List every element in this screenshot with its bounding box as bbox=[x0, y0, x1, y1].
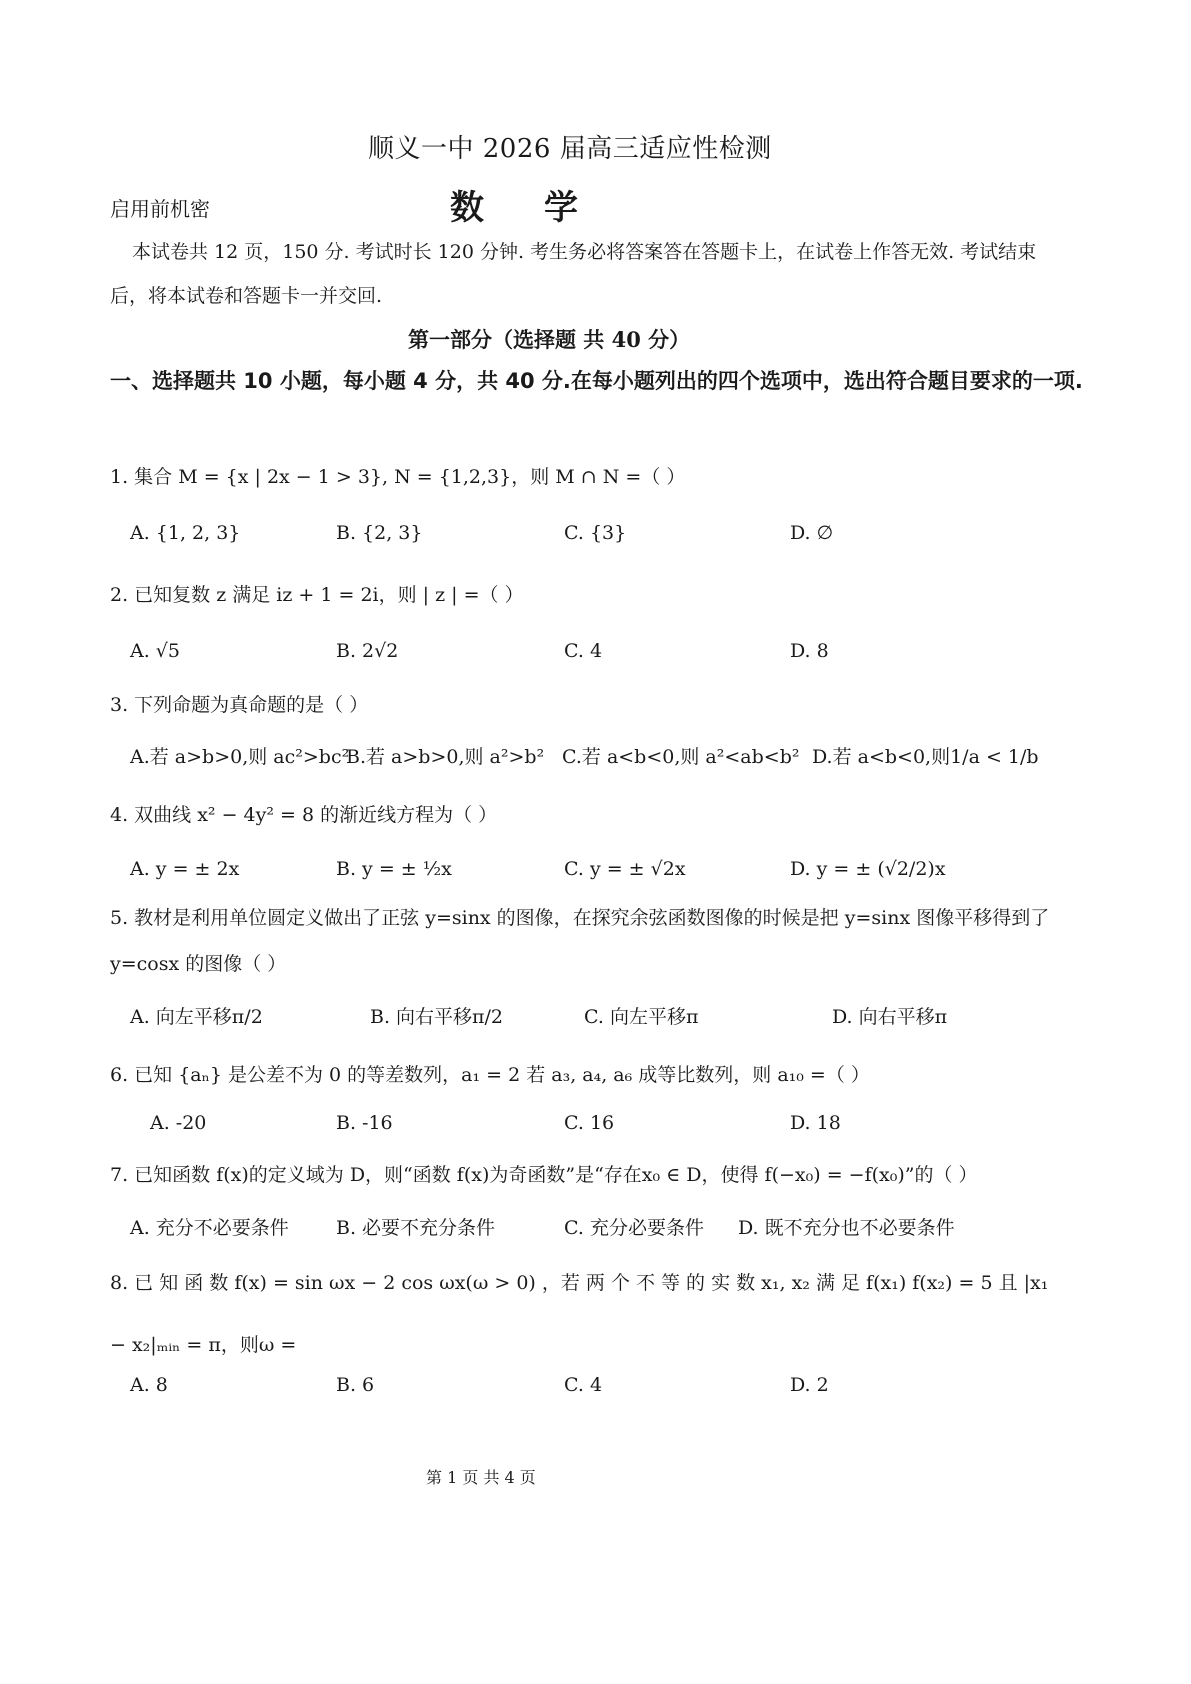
question-1-option-a: A. {1, 2, 3} bbox=[130, 522, 241, 544]
question-2-option-a: A. √5 bbox=[130, 640, 180, 662]
section-instruction: 一、选择题共 10 小题，每小题 4 分，共 40 分.在每小题列出的四个选项中，选出符合题目要求的一项. bbox=[110, 369, 1083, 393]
question-5-option-c: C. 向左平移π bbox=[584, 1006, 699, 1028]
question-5-option-d: D. 向右平移π bbox=[832, 1006, 948, 1028]
question-7-option-d: D. 既不充分也不必要条件 bbox=[738, 1217, 955, 1239]
question-4-option-b: B. y = ± ½x bbox=[336, 858, 452, 880]
question-7-option-b: B. 必要不充分条件 bbox=[336, 1217, 496, 1239]
subject-title: 数学 bbox=[450, 188, 638, 228]
question-8-option-c: C. 4 bbox=[564, 1374, 603, 1396]
question-3-option-a: A.若 a>b>0,则 ac²>bc² bbox=[130, 746, 350, 768]
question-1-stem: 1. 集合 M = {x | 2x − 1 > 3}, N = {1,2,3}，则 M ∩ N =（ ） bbox=[110, 466, 686, 488]
question-6-option-a: A. -20 bbox=[150, 1112, 207, 1134]
question-3-option-d: D.若 a<b<0,则1/a < 1/b bbox=[812, 746, 1039, 768]
exam-title: 顺义一中 2026 届高三适应性检测 bbox=[368, 134, 772, 164]
question-5-option-b: B. 向右平移π/2 bbox=[370, 1006, 504, 1028]
question-8-option-b: B. 6 bbox=[336, 1374, 375, 1396]
question-1-option-c: C. {3} bbox=[564, 522, 627, 544]
confidential-label: 启用前机密 bbox=[110, 197, 210, 221]
question-7-stem: 7. 已知函数 f(x)的定义域为 D，则“函数 f(x)为奇函数”是“存在x₀ ∈ D，使得 f(−x₀) = −f(x₀)”的（ ） bbox=[110, 1164, 978, 1186]
question-8-stem: 8. 已 知 函 数 f(x) = sin ωx − 2 cos ωx(ω > 0) ，若 两 个 不 等 的 实 数 x₁, x₂ 满 足 f(x₁) f(x₂) = 5 且 |x₁ − x₂|ₘᵢₙ = π，则ω = bbox=[110, 1272, 1049, 1356]
question-1-option-d: D. ∅ bbox=[790, 522, 834, 544]
question-6-option-b: B. -16 bbox=[336, 1112, 393, 1134]
question-4-option-c: C. y = ± √2x bbox=[564, 858, 686, 880]
question-6-stem: 6. 已知 {aₙ} 是公差不为 0 的等差数列，a₁ = 2 若 a₃, a₄, a₆ 成等比数列，则 a₁₀ =（ ） bbox=[110, 1064, 870, 1086]
question-1-option-b: B. {2, 3} bbox=[336, 522, 423, 544]
question-3-option-b: B.若 a>b>0,则 a²>b² bbox=[346, 746, 545, 768]
question-2-option-c: C. 4 bbox=[564, 640, 603, 662]
question-7-option-c: C. 充分必要条件 bbox=[564, 1217, 704, 1239]
question-2-option-d: D. 8 bbox=[790, 640, 829, 662]
question-8-option-d: D. 2 bbox=[790, 1374, 829, 1396]
question-7-option-a: A. 充分不必要条件 bbox=[130, 1217, 289, 1239]
question-4-option-d: D. y = ± (√2/2)x bbox=[790, 858, 946, 880]
question-2-option-b: B. 2√2 bbox=[336, 640, 399, 662]
part-heading: 第一部分（选择题 共 40 分） bbox=[408, 327, 691, 352]
question-6-option-d: D. 18 bbox=[790, 1112, 841, 1134]
question-4-stem: 4. 双曲线 x² − 4y² = 8 的渐近线方程为（ ） bbox=[110, 804, 498, 826]
question-5-stem: 5. 教材是利用单位圆定义做出了正弦 y=sinx 的图像，在探究余弦函数图像的时候是把 y=sinx 图像平移得到了 y=cosx 的图像（ ） bbox=[110, 907, 1050, 975]
question-6-option-c: C. 16 bbox=[564, 1112, 615, 1134]
question-3-option-c: C.若 a<b<0,则 a²<ab<b² bbox=[562, 746, 800, 768]
question-3-stem: 3. 下列命题为真命题的是（ ） bbox=[110, 694, 369, 716]
question-5-option-a: A. 向左平移π/2 bbox=[130, 1006, 263, 1028]
question-2-stem: 2. 已知复数 z 满足 iz + 1 = 2i，则 | z | =（ ） bbox=[110, 584, 524, 606]
question-4-option-a: A. y = ± 2x bbox=[130, 858, 240, 880]
intro-paragraph: 本试卷共 12 页，150 分. 考试时长 120 分钟. 考生务必将答案答在答题卡上，在试卷上作答无效. 考试结束后，将本试卷和答题卡一并交回. bbox=[110, 241, 1037, 307]
page-footer: 第 1 页 共 4 页 bbox=[426, 1468, 536, 1487]
question-8-option-a: A. 8 bbox=[130, 1374, 168, 1396]
